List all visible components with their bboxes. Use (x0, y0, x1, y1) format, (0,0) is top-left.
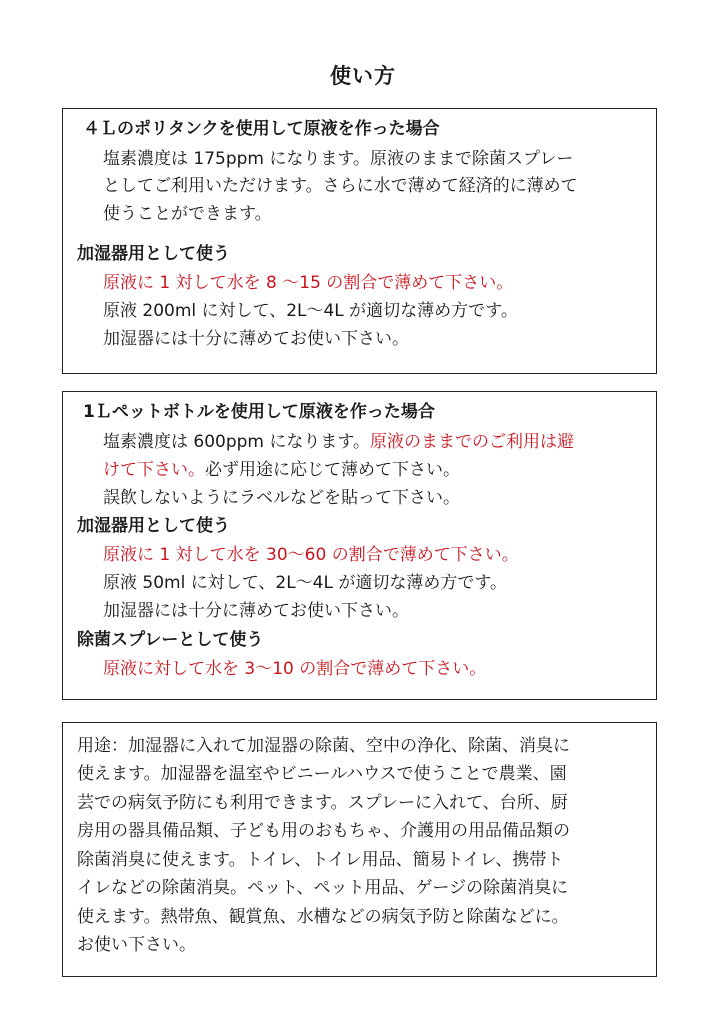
section-heading: 1Ｌペットボトルを使用して原液を作った場合 (83, 402, 435, 422)
usage-text-line: お使い下さい。 (77, 935, 196, 955)
description-text: 必ず用途に応じて薄めて下さい。 (205, 460, 460, 480)
section-1l-bottle (62, 391, 657, 700)
description-text: 塩素濃度は 600ppm になります。 (103, 432, 371, 452)
usage-text-line: 芸での病気予防にも利用できます。スプレーに入れて、台所、厨 (77, 793, 568, 813)
usage-text-line: 除菌消臭に使えます。トイレ、トイレ用品、簡易トイレ、携帯ト (77, 850, 564, 870)
description-line: 塩素濃度は 175ppm になります。原液のままで除菌スプレー (103, 149, 574, 169)
description-line: 使うことができます。 (103, 204, 272, 224)
description-line: 誤飲しないようにラベルなどを貼って下さい。 (103, 488, 460, 508)
description-line: としてご利用いただけます。さらに水で薄めて経済的に薄めて (103, 176, 578, 196)
warning-text: けて下さい。 (103, 460, 205, 480)
humidifier-heading: 加湿器用として使う (77, 244, 230, 264)
dilution-detail: 加湿器には十分に薄めてお使い下さい。 (103, 329, 409, 349)
page-title: 使い方 (330, 64, 396, 88)
usage-text-line: 使えます。熱帯魚、観賞魚、水槽などの病気予防と除菌などに。 (77, 907, 569, 927)
usage-text-line: 使えます。加湿器を温室やビニールハウスで使うことで農業、園 (77, 764, 567, 784)
description-line (103, 432, 574, 452)
dilution-detail: 原液 200ml に対して、2L～4L が適切な薄め方です。 (103, 301, 518, 321)
spray-heading: 除菌スプレーとして使う (77, 630, 264, 650)
description-line (103, 460, 460, 480)
dilution-instruction: 原液に 1 対して水を 30～60 の割合で薄めて下さい。 (103, 545, 519, 565)
humidifier-heading: 加湿器用として使う (77, 516, 230, 536)
spray-instruction: 原液に対して水を 3～10 の割合で薄めて下さい。 (103, 659, 487, 679)
dilution-detail: 原液 50ml に対して、2L～4L が適切な薄め方です。 (103, 573, 507, 593)
section-4l-tank (62, 108, 657, 374)
usage-section (62, 722, 657, 977)
dilution-instruction: 原液に 1 対して水を 8 ～15 の割合で薄めて下さい。 (103, 273, 514, 293)
section-heading: ４Ｌのポリタンクを使用して原液を作った場合 (83, 119, 440, 139)
warning-text: 原液のままでのご利用は避 (370, 432, 575, 452)
usage-text-line: 用途：加湿器に入れて加湿器の除菌、空中の浄化、除菌、消臭に (77, 736, 570, 756)
usage-text-line: イレなどの除菌消臭。ペット、ペット用品、ゲージの除菌消臭に (77, 878, 569, 898)
dilution-detail: 加湿器には十分に薄めてお使い下さい。 (103, 601, 409, 621)
usage-text-line: 房用の器具備品類、子ども用のおもちゃ、介護用の用品備品類の (77, 821, 570, 841)
